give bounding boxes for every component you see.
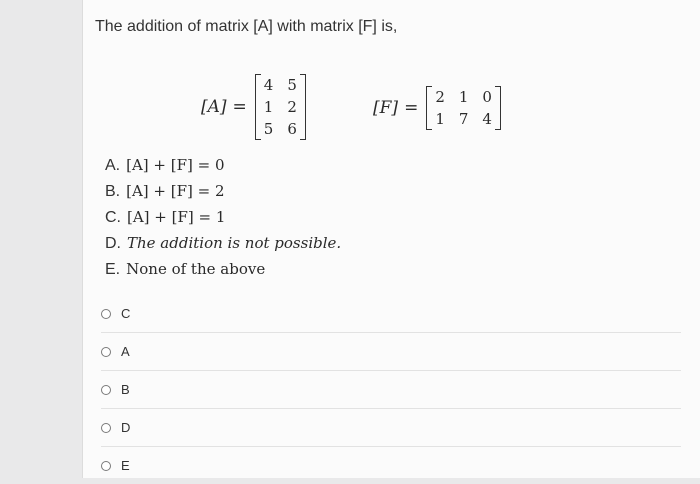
option-letter: C. [105, 209, 121, 226]
option-text: The addition is not possible. [127, 234, 342, 252]
question-text: The addition of matrix [A] with matrix [F] is, [95, 18, 398, 35]
matrix-a-cell: 4 [263, 76, 274, 94]
matrix-f-cell: 7 [458, 110, 469, 128]
matrix-f-cell: 1 [458, 88, 469, 106]
option-a [105, 156, 341, 182]
matrix-a-cell: 6 [287, 120, 297, 138]
radio-button[interactable] [101, 347, 111, 357]
answer-label: C [121, 306, 131, 321]
radio-button[interactable] [101, 385, 111, 395]
option-b [105, 182, 341, 208]
matrix-a-equals: = [232, 97, 247, 117]
matrix-f-cell: 1 [435, 110, 445, 128]
answer-choice-b[interactable] [101, 371, 681, 409]
matrix-a [255, 74, 306, 140]
option-letter: E. [105, 261, 121, 278]
matrix-a-label: [A] [201, 97, 227, 117]
matrix-a-cell: 5 [263, 120, 274, 138]
option-d [105, 234, 341, 260]
option-text: [A] + [F] = 1 [127, 208, 226, 226]
radio-button[interactable] [101, 461, 111, 471]
answer-choice-c[interactable] [101, 295, 681, 333]
matrix-f-cell: 2 [435, 88, 445, 106]
radio-button[interactable] [101, 309, 111, 319]
matrix-f-equals: = [404, 98, 419, 118]
matrix-a-cell: 5 [287, 76, 297, 94]
answer-label: D [121, 420, 131, 435]
matrix-f-label: [F] [373, 98, 399, 118]
answer-choice-d[interactable] [101, 409, 681, 447]
option-list [105, 156, 341, 286]
option-text: [A] + [F] = 2 [126, 182, 225, 200]
option-letter: A. [105, 157, 121, 174]
answer-label: B [121, 382, 130, 397]
option-text: [A] + [F] = 0 [126, 156, 225, 174]
matrix-a-cell: 2 [287, 98, 297, 116]
question-card [82, 0, 700, 478]
radio-button[interactable] [101, 423, 111, 433]
answer-choice-e[interactable] [101, 447, 681, 484]
option-letter: B. [105, 183, 121, 200]
matrix-a-cell: 1 [263, 98, 274, 116]
answer-label: A [121, 344, 130, 359]
option-text: None of the above [126, 260, 266, 278]
answer-choice-a[interactable] [101, 333, 681, 371]
matrix-a-equation [201, 74, 306, 140]
answer-choices [101, 295, 681, 484]
option-letter: D. [105, 235, 121, 252]
matrix-f-cell: 0 [482, 88, 492, 106]
matrix-f [426, 86, 501, 130]
option-e [105, 260, 341, 286]
option-c [105, 208, 341, 234]
answer-label: E [121, 458, 130, 473]
matrix-f-cell: 4 [482, 110, 492, 128]
matrix-f-equation [373, 86, 501, 130]
